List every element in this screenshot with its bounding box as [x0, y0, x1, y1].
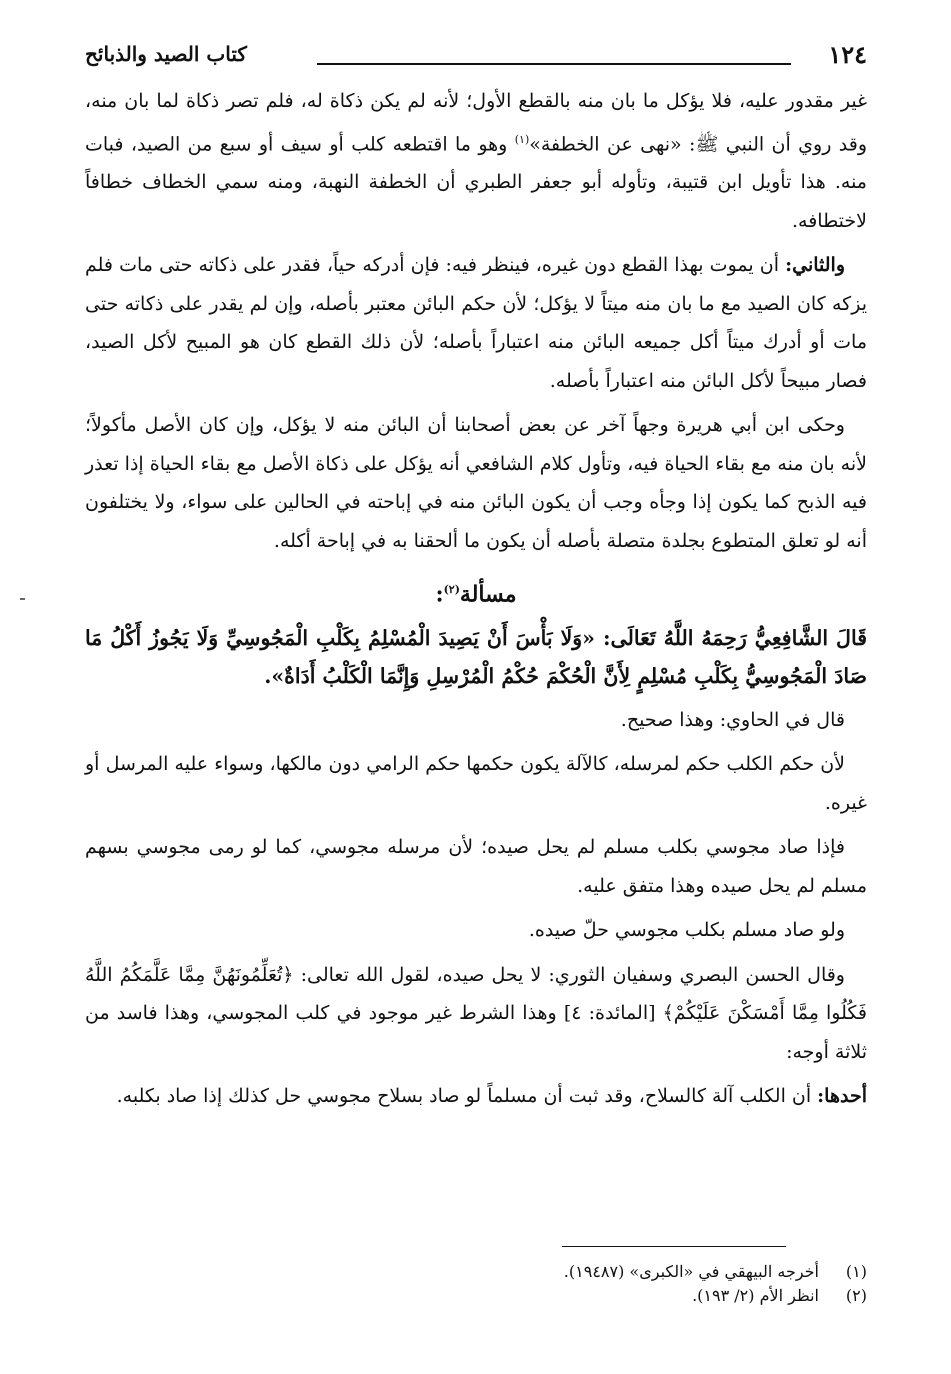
paragraph — [85, 956, 867, 1072]
paragraph-text: لأن حكم الكلب حكم لمرسله، كالآلة يكون حكمها حكم الرامي دون مالكها، وسواء عليه المرسل أو غيره. — [85, 753, 867, 814]
footnote — [85, 1284, 867, 1308]
paragraph — [85, 701, 867, 740]
page-header — [85, 38, 867, 78]
header-rule — [317, 63, 791, 65]
paragraph — [85, 828, 867, 905]
paragraph — [85, 246, 867, 400]
paragraph-text: قال في الحاوي: وهذا صحيح. — [620, 708, 845, 731]
paragraph-text: وهو ما اقتطعه كلب أو سيف أو سبع من الصيد، فبات منه. هذا تأويل ابن قتيبة، وتأوله أبو جعفر الطبري أن الخطفة النهبة، ومنه سمي الخطاف خطافاً لاختطافه. — [85, 132, 867, 232]
page-body — [85, 82, 867, 1122]
footnote-text: أخرجه البيهقي في «الكبرى» (١٩٤٨٧). — [563, 1262, 819, 1281]
paragraph-text: فإذا صاد مجوسي بكلب مسلم لم يحل صيده؛ لأن مرسله مجوسي، كما لو رمى مجوسي بسهم مسلم لم يحل صيده وهذا متفق عليه. — [85, 836, 867, 897]
paragraph-text: وقال الحسن البصري وسفيان الثوري: لا يحل صيده، لقول الله تعالى: ﴿تُعَلِّمُونَهُنَّ مِمَّا عَلَّمَكُمُ اللَّهُ فَكُلُوا مِمَّا أَمْسَكْنَ عَلَيْكُمْ﴾ [المائدة: ٤] وهذا الشرط غير موجود في كلب المجوسي، وهذا فاسد من ثلاثة أوجه: — [85, 963, 867, 1063]
paragraph — [85, 82, 867, 240]
paragraph — [85, 1077, 867, 1116]
section-heading-label: مسألة — [459, 581, 517, 608]
shafii-quote: قَالَ الشَّافِعِيُّ رَحِمَهُ اللَّهُ تَعَالَى: «وَلَا بَأْسَ أَنْ يَصِيدَ الْمُسْلِمُ بِكَلْبِ الْمَجُوسِيِّ وَلَا يَجُوزُ أَكْلُ مَا صَادَ الْمَجُوسِيُّ بِكَلْبِ مُسْلِمٍ لِأَنَّ الْحُكْمَ حُكْمُ الْمُرْسِلِ وَإِنَّمَا الْكَلْبُ أَدَاةٌ». — [85, 625, 867, 688]
paragraph-text: غير مقدور عليه، فلا يؤكل ما بان منه بالقطع الأول؛ لأنه لم يكن ذكاة له، فلم تصر ذكاة لما بان منه، وقد روي أن النبي ﷺ: «نهى عن الخطفة» — [85, 90, 867, 155]
section-heading — [85, 570, 867, 614]
page-number: ١٢٤ — [828, 40, 867, 69]
paragraph-lead: والثاني: — [785, 254, 845, 277]
footnote-ref: (١) — [514, 132, 530, 146]
section-heading-colon: : — [435, 581, 444, 608]
running-title: كتاب الصيد والذبائح — [85, 42, 247, 66]
paragraph — [85, 911, 867, 950]
paragraph — [85, 745, 867, 822]
paragraph-text: وحكى ابن أبي هريرة وجهاً آخر عن بعض أصحابنا أن البائن منه لا يؤكل، وإن كان الأصل مأكولاً؛ لأنه بان منه مع بقاء الحياة فيه، وتأول كلام الشافعي أنه يؤكل على ذكاة الأصل مع بقاء الحياة إذا تعذر فيه الذبح كما يكون إذا وجأه وجب أن يكون البائن منه في إباحته في الحالين على سواء، ولا يختلفون أنه لو تعلق المتطوع بجلدة متصلة بأصله أن يكون ما ألحقنا به في إباحة أكله. — [85, 414, 867, 552]
footnotes — [85, 1260, 867, 1308]
footnote — [85, 1260, 867, 1284]
footnote-ref: (٢) — [443, 583, 460, 597]
margin-mark — [20, 598, 25, 600]
footnote-text: انظر الأم (٢/ ١٩٣). — [692, 1286, 819, 1305]
paragraph — [85, 406, 867, 560]
paragraph-text: أن الكلب آلة كالسلاح، وقد ثبت أن مسلماً لو صاد بسلاح مجوسي حل كذلك إذا صاد بكلبه. — [116, 1085, 818, 1108]
paragraph-text: أن يموت بهذا القطع دون غيره، فينظر فيه: فإن أدركه حياً، فقدر على ذكاته حتى مات فلم يزكه كان الصيد مع ما بان منه ميتاً لا يؤكل؛ لأن حكم البائن معتبر بأصله، وإن لم يقدر على ذكاته حتى مات أو أدرك ميتاً أكل جميعه البائن منه اعتباراً بأصله؛ لأن ذلك القطع كان هو المبيح لأكل الصيد، فصار مبيحاً لأكل البائن منه اعتباراً بأصله. — [85, 254, 867, 392]
footnote-number: (١) — [845, 1262, 867, 1281]
footnote-separator — [562, 1246, 786, 1247]
paragraph-lead: أحدها: — [817, 1085, 867, 1108]
footnote-number: (٢) — [845, 1286, 867, 1305]
paragraph-text: ولو صاد مسلم بكلب مجوسي حلّ صيده. — [528, 919, 845, 942]
